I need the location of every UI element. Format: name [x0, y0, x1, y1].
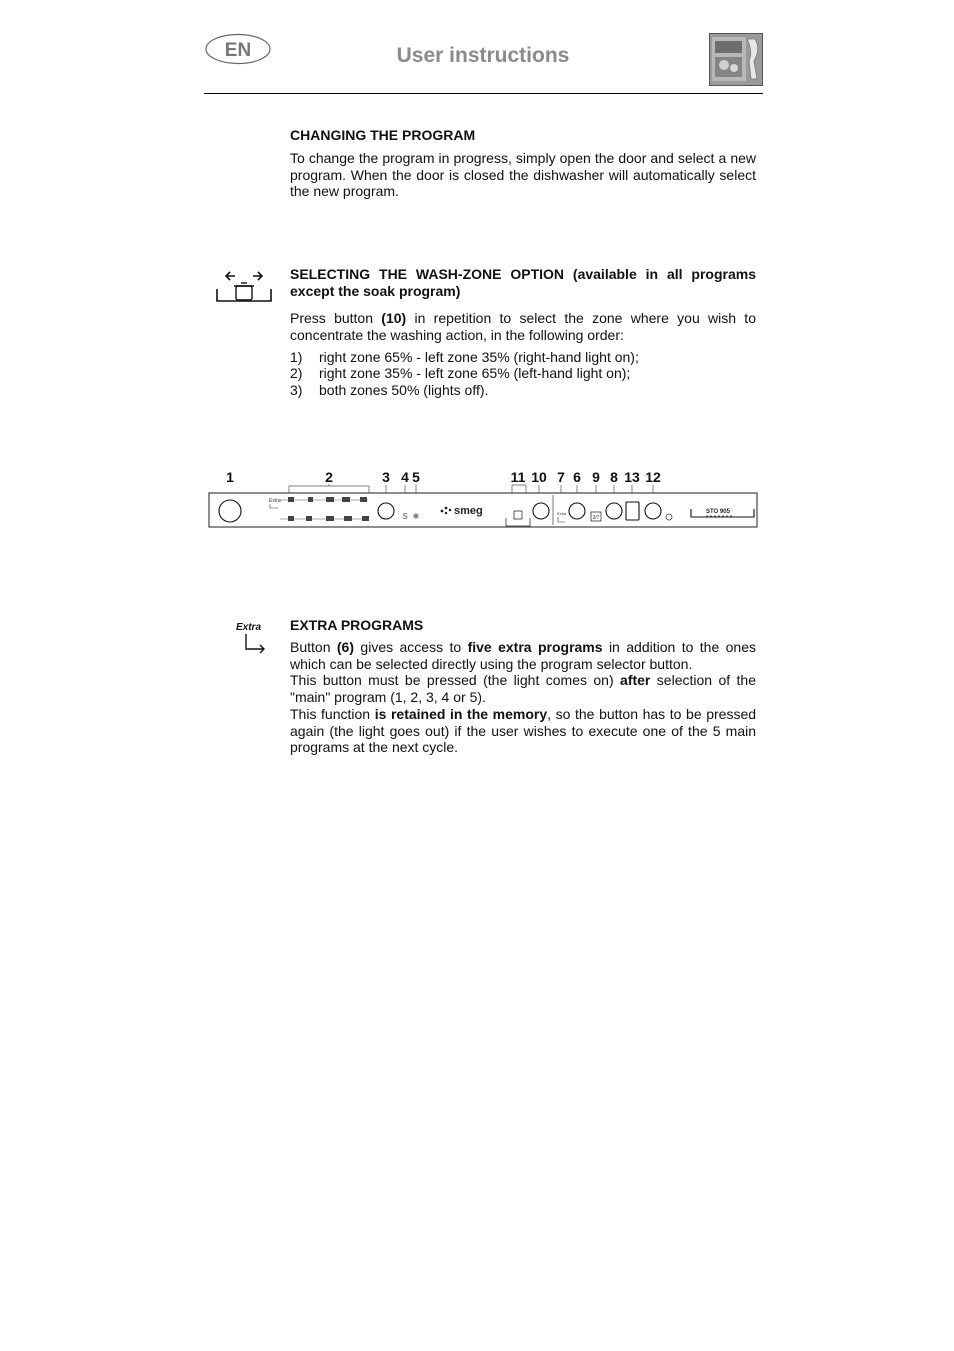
extra-programs-icon — [234, 618, 270, 658]
callout-2: 2 — [325, 469, 333, 485]
svg-text:S: S — [402, 512, 408, 521]
callout-7: 7 — [557, 469, 565, 485]
section-body-wash-zone: Press button (10) in repetition to select the zone where you wish to concentrate the washing action, in the following order: — [290, 310, 756, 343]
list-item: 1) right zone 65% - left zone 35% (right-hand light on); — [290, 349, 639, 365]
callout-1: 1 — [226, 469, 234, 485]
section-heading-extra-programs: EXTRA PROGRAMS — [290, 617, 424, 633]
section-body-changing-program: To change the program in progress, simply open the door and select a new program. When the door is closed the dishwasher will automatically select the new program. — [290, 150, 756, 200]
en-language-badge — [205, 33, 271, 65]
callout-5: 5 — [412, 469, 420, 485]
callout-10: 10 — [531, 469, 547, 485]
svg-text:3/7: 3/7 — [592, 515, 600, 521]
svg-text:✱: ✱ — [412, 512, 420, 521]
control-panel-diagram — [208, 462, 760, 532]
extra-icon-label: Extra — [236, 622, 262, 633]
callout-12: 12 — [645, 469, 661, 485]
panel-model-label: STO 905 — [706, 509, 730, 515]
callout-11: 11 — [510, 469, 526, 485]
page-title: User instructions — [396, 44, 570, 67]
callout-9: 9 — [592, 469, 600, 485]
section-body-extra-programs: Button (6) gives access to five extra programs in addition to the ones which can be selected directly using the program selector button. This button must be pressed (the light comes on) after selection of the "main" program (1, 2, 3, 4 or 5). This function is retained in the memory, so the button has to be pressed again (the light goes out) if the user wishes to execute one of the 5 main programs at the next cycle. — [290, 639, 757, 756]
callout-6: 6 — [573, 469, 581, 485]
dishwasher-photo-icon — [709, 33, 763, 86]
callout-8: 8 — [610, 469, 618, 485]
callout-4: 4 — [401, 469, 409, 485]
list-item: 3) both zones 50% (lights off). — [290, 382, 489, 398]
panel-extra-label: Extra — [269, 498, 281, 504]
svg-text:Extra: Extra — [557, 511, 567, 516]
panel-brand-logo: smeg — [454, 505, 483, 517]
section-heading-changing-program: CHANGING THE PROGRAM — [290, 127, 476, 143]
section-heading-wash-zone: SELECTING THE WASH-ZONE OPTION (available in all programs except the soak program) — [290, 266, 756, 299]
header-rule — [204, 93, 763, 94]
callout-13: 13 — [624, 469, 640, 485]
en-label: EN — [224, 40, 252, 61]
wash-zone-icon — [213, 267, 275, 305]
callout-3: 3 — [382, 469, 390, 485]
list-item: 2) right zone 35% - left zone 65% (left-hand light on); — [290, 365, 631, 381]
